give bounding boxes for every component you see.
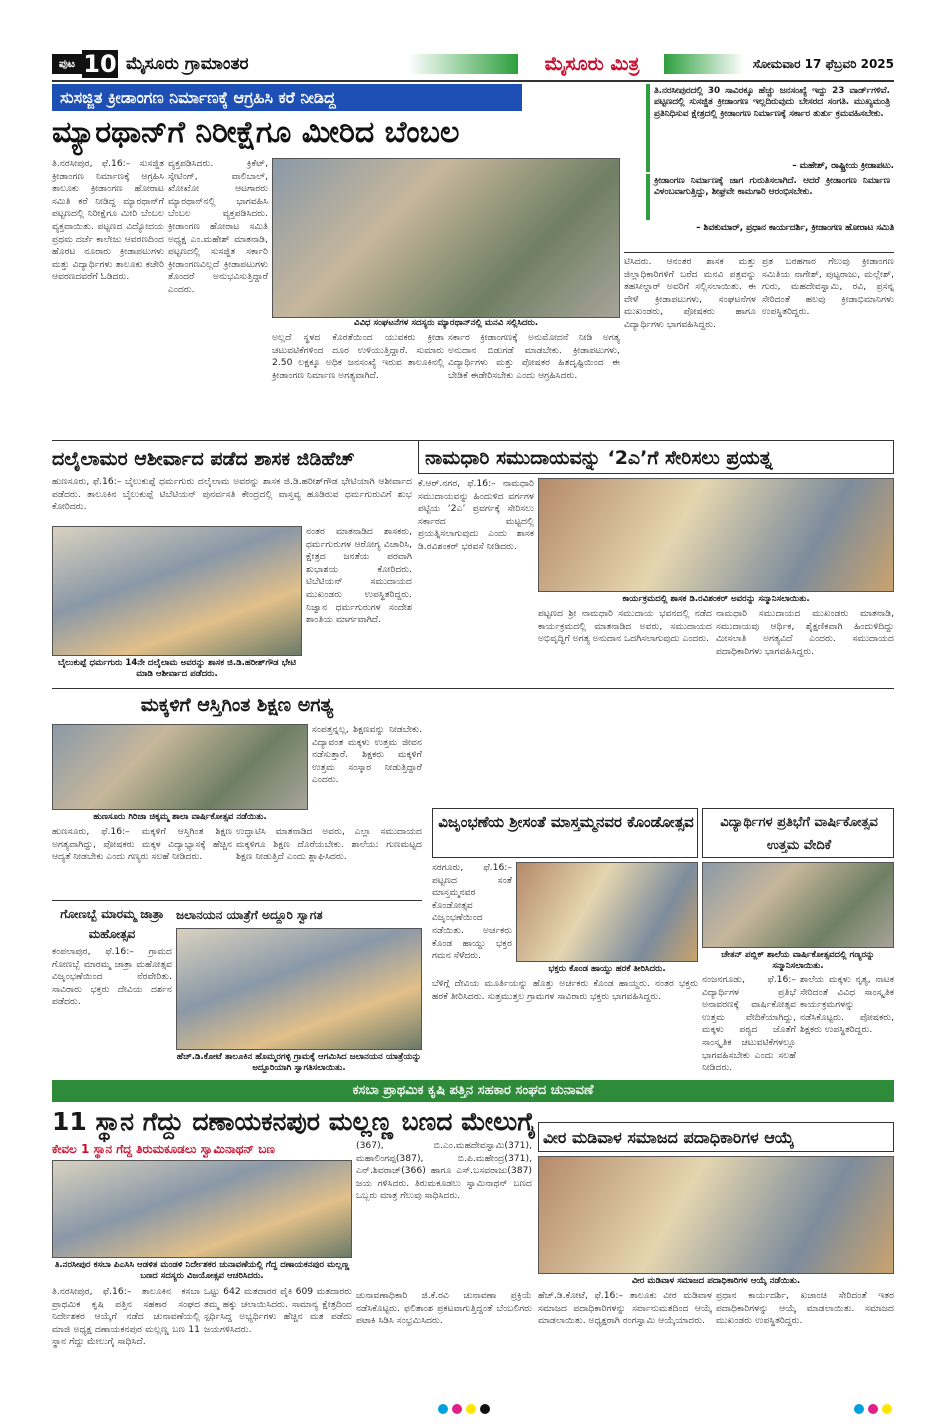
election-body-col4: ಚುನಾವಣಾಧಿಕಾರಿ ಜಿ.ಕೆ.ರವಿ ಚುನಾವಣಾ ಪ್ರಕ್ರಿಯೆ ನಡೆಸಿಕೊಟ್ಟರು. ಫಲಿತಾಂಶ ಪ್ರಕಟವಾಗುತ್ತಿದ್ದಂತೆ ಬೆಂಬಲಿಗರು ಪಟಾಕಿ ಸಿಡಿಸಿ ಸಂಭ್ರಮಿಸಿದರು.: [356, 1290, 532, 1327]
paper-name: ಮೈಸೂರು ಮಿತ್ರ: [544, 53, 640, 75]
marathon-right-col2: ಪ್ರತ ಬರಹಗಾರ ಗೆಲುವು ಕ್ರೀಡಾಂಗಣ ಸಮಿತಿಯ ನಾಗೇಶ್, ಪುಟ್ಟರಾಜು, ಮಲ್ಲೇಶ್, ಗುರು, ಮಹದೇವಸ್ವಾಮಿ, ರವಿ, ಪ್ರಸನ್ನ ಸೇರಿದಂತೆ ಹಲವು ಕ್ರೀಡಾಭಿಮಾನಿಗಳು ಉಪಸ್ಥಿತರಿದ್ದರು.: [762, 256, 894, 318]
page-label: ಪುಟ: [52, 54, 82, 74]
registration-mark-yellow-right: [882, 1404, 892, 1414]
election-body-col2: ಒಟ್ಟು 642 ಮತದಾರರ ಪೈಕಿ 609 ಮತದಾರರು ತಮ್ಮ ಹಕ್ಕು ಚಲಾಯಿಸಿದರು. ಸಾಮಾನ್ಯ ಕ್ಷೇತ್ರದಿಂದ ಸ್ಪರ್ಧಿಸಿದ್ದ ಅಭ್ಯರ್ಥಿಗಳು ಹೆಚ್ಚಿನ ಮತ ಪಡೆದು ಜಯಗಳಿಸಿದರು.: [204, 1286, 352, 1335]
firewalk-headline-box: [432, 808, 698, 858]
namadhari-col-b: ನಾಮಧಾರಿ ಸಮುದಾಯದ ಮುಖಂಡರು ಮಾತನಾಡಿ, ಸಮುದಾಯವು ಆರ್ಥಿಕ, ಶೈಕ್ಷಣಿಕವಾಗಿ ಹಿಂದುಳಿದಿದ್ದು ಮೀಸಲಾತಿ ಅಗತ್ಯವಿದೆ ಎಂದರು. ಸಮುದಾಯದ ಪದಾಧಿಕಾರಿಗಳು ಭಾಗವಹಿಸಿದ್ದರು.: [716, 608, 894, 657]
quote-1-byline: – ಮಹೇಶ್, ರಾಷ್ಟ್ರೀಯ ಕ್ರೀಡಾಪಟು.: [792, 161, 894, 171]
marathon-below-col1: ಅಲ್ಲದೆ ಸ್ಥಳದ ಕೊರತೆಯಿಂದ ಯುವಕರು ಕ್ರೀಡಾ ಚಟುವಟಿಕೆಗಳಿಂದ ದೂರ ಉಳಿಯುತ್ತಿದ್ದಾರೆ. ಸುಮಾರು 2.50 ಲಕ್ಷಕ್ಕೂ ಅಧಿಕ ಜನಸಂಖ್ಯೆ ಇರುವ ತಾಲೂಕಿನಲ್ಲಿ ಕ್ರೀಡಾಂಗಣ ನಿರ್ಮಾಣ ಅಗತ್ಯವಾಗಿದೆ.: [272, 332, 444, 381]
registration-mark-magenta: [452, 1404, 462, 1414]
dalai-photo: [52, 526, 302, 656]
education-headline: ಮಕ್ಕಳಿಗೆ ಆಸ್ತಿಗಿಂತ ಶಿಕ್ಷಣ ಅಗತ್ಯ: [140, 694, 334, 716]
education-body: ಹುಣಸೂರು, ಫೆ.16:– ಮಕ್ಕಳಿಗೆ ಆಸ್ತಿಗಿಂತ ಶಿಕ್ಷಣ ಅಗತ್ಯವಾಗಿದ್ದು, ಪೋಷಕರು ಮಕ್ಕಳ ವಿದ್ಯಾಭ್ಯಾಸಕ್ಕೆ ಹೆಚ್ಚಿನ ಆದ್ಯತೆ ನೀಡಬೇಕು ಎಂದು ಗಣ್ಯರು ಸಲಹೆ ನೀಡಿದರು.: [52, 826, 232, 863]
dalai-photo-caption: ಬೈಲುಕುಪ್ಪೆ ಧರ್ಮಗುರು 14ನೇ ದಲೈಲಾಮ ಅವರನ್ನು ಶಾಸಕ ಜಿ.ಡಿ.ಹರೀಶ್‌ಗೌಡ ಭೇಟಿ ಮಾಡಿ ಆಶೀರ್ವಾದ ಪಡೆದರು.: [58, 658, 296, 679]
firewalk-headline: ವಿಜೃಂಭಣೆಯ ಶ್ರೀಸಂತೆ ಮಾಸ್ತಮ್ಮನವರ ಕೊಂಡೋತ್ಸವ: [438, 813, 694, 831]
election-banner: ಕಸಬಾ ಪ್ರಾಥಮಿಕ ಕೃಷಿ ಪತ್ತಿನ ಸಹಕಾರ ಸಂಘದ ಚುನಾವಣೆ: [52, 1080, 894, 1102]
namadhari-photo: [538, 478, 894, 592]
marathon-below-col2: ಸರ್ಕಾರ ಕ್ರೀಡಾಂಗಣಕ್ಕೆ ಅನುಮೋದನೆ ನೀಡಿ ಅಗತ್ಯ ಅನುದಾನ ಬಿಡುಗಡೆ ಮಾಡಬೇಕು. ಕ್ರೀಡಾಪಟುಗಳು, ವಿದ್ಯಾರ್ಥಿಗಳು ಮತ್ತು ಪೋಷಕರ ಹಿತದೃಷ್ಟಿಯಿಂದ ಈ ಬೇಡಿಕೆ ಈಡೇರಿಸಬೇಕು ಎಂದು ಆಗ್ರಹಿಸಿದರು.: [448, 332, 620, 381]
firewalk-body-2: ಬೆಳಿಗ್ಗೆ ದೇವಿಯ ಮೂರ್ತಿಯನ್ನು ಹೊತ್ತು ಅರ್ಚಕರು ಕೊಂಡ ಹಾಯ್ದರು. ನಂತರ ಭಕ್ತರು ಹರಕೆ ತೀರಿಸಿದರು. ಸುತ್ತಮುತ್ತಲ ಗ್ರಾಮಗಳ ಸಾವಿರಾರು ಭಕ್ತರು ಭಾಗವಹಿಸಿದ್ದರು.: [432, 978, 698, 1002]
annualday-body-2: ಶಾಲೆಯ ಮಕ್ಕಳು ನೃತ್ಯ, ನಾಟಕ ಸೇರಿದಂತೆ ವಿವಿಧ ಸಾಂಸ್ಕೃತಿಕ ಕಾರ್ಯಕ್ರಮಗಳನ್ನು ನಡೆಸಿಕೊಟ್ಟರು. ಪೋಷಕರು, ಶಿಕ್ಷಕರು ಉಪಸ್ಥಿತರಿದ್ದರು.: [800, 974, 894, 1036]
jatra-body: ಕಂಪಲಾಪುರ, ಫೆ.16:– ಗ್ರಾಮದ ಗೋಣಬ್ಬೆ ಮಾರಮ್ಮ ಜಾತ್ರಾ ಮಹೋತ್ಸವ ವಿಜೃಂಭಣೆಯಿಂದ ನೆರವೇರಿತು. ಸಾವಿರಾರು ಭಕ್ತರು ದೇವಿಯ ದರ್ಶನ ಪಡೆದರು.: [52, 946, 172, 1008]
annualday-body: ನಂಜನಗೂಡು, ಫೆ.16:– ವಿದ್ಯಾರ್ಥಿಗಳ ಪ್ರತಿಭೆ ಅನಾವರಣಕ್ಕೆ ವಾರ್ಷಿಕೋತ್ಸವ ಉತ್ತಮ ವೇದಿಕೆಯಾಗಿದ್ದು, ಮಕ್ಕಳು ಪಠ್ಯದ ಜೊತೆಗೆ ಸಾಂಸ್ಕೃತಿಕ ಚಟುವಟಿಕೆಗಳಲ್ಲೂ ಭಾಗವಹಿಸಬೇಕು ಎಂದು ಸಲಹೆ ನೀಡಿದರು.: [702, 974, 796, 1074]
annualday-photo-caption: ಚೇತನ್ ಪಬ್ಲಿಕ್ ಶಾಲೆಯ ವಾರ್ಷಿಕೋತ್ಸವದಲ್ಲಿ ಗಣ್ಯರನ್ನು ಸನ್ಮಾನಿಸಲಾಯಿತು.: [721, 950, 875, 971]
annualday-headline-box: [702, 808, 894, 858]
election-headline: 11 ಸ್ಥಾನ ಗೆದ್ದು ದಣಾಯಕನಪುರ ಮಲ್ಲಣ್ಣ ಬಣದ ಮೇಲುಗೈ: [52, 1107, 536, 1136]
firewalk-body: ಸರಗೂರು, ಫೆ.16:– ಪಟ್ಟಣದ ಸಂತೆ ಮಾಸ್ತಮ್ಮನವರ ಕೊಂಡೋತ್ಸವ ವಿಜೃಂಭಣೆಯಿಂದ ನಡೆಯಿತು. ಅರ್ಚಕರು ಕೊಂಡ ಹಾಯ್ದು ಭಕ್ತರ ಗಮನ ಸೆಳೆದರು.: [432, 862, 512, 962]
madivala-photo-caption: ವೀರ ಮಡಿವಾಳ ಸಮಾಜದ ಪದಾಧಿಕಾರಿಗಳ ಆಯ್ಕೆ ನಡೆಯಿತು.: [631, 1276, 801, 1286]
quote-2-byline: – ಶಿವಕುಮಾರ್, ಪ್ರಧಾನ ಕಾರ್ಯದರ್ಶಿ, ಕ್ರೀಡಾಂಗಣ ಹೋರಾಟ ಸಮಿತಿ: [696, 223, 894, 233]
education-photo: [52, 724, 308, 810]
jatra-headline: ಗೋಣಬ್ಬೆ ಮಾರಮ್ಮ ಜಾತ್ರಾ ಮಹೋತ್ಸವ: [60, 907, 164, 941]
dalai-body-top: ಹುಣಸೂರು, ಫೆ.16:– ಬೈಲುಕುಪ್ಪೆ ಧರ್ಮಗುರು ದಲೈಲಾಮ ಅವರನ್ನು ಶಾಸಕ ಜಿ.ಡಿ.ಹರೀಶ್‌ಗೌಡ ಭೇಟಿಯಾಗಿ ಆಶೀರ್ವಾದ ಪಡೆದರು. ತಾಲೂಕಿನ ಬೈಲುಕುಪ್ಪೆ ಟಿಬೆಟಿಯನ್ ಪುನರ್ವಸತಿ ಕೇಂದ್ರದಲ್ಲಿ ವಾಸ್ತವ್ಯ ಹೂಡಿರುವ ಧರ್ಮಗುರುವಿಗೆ ಶುಭ ಕೋರಿದರು.: [52, 476, 412, 513]
masthead-rule: [52, 80, 894, 82]
madivala-body-col2: ಪ್ರಧಾನ ಕಾರ್ಯದರ್ಶಿ, ಖಜಾಂಚಿ ಸೇರಿದಂತೆ ಇತರ ಪದಾಧಿಕಾರಿಗಳನ್ನು ಆಯ್ಕೆ ಮಾಡಲಾಯಿತು. ಸಮಾಜದ ಮುಖಂಡರು ಉಪಸ್ಥಿತರಿದ್ದರು.: [716, 1290, 894, 1327]
marathon-kicker: ಸುಸಜ್ಜಿತ ಕ್ರೀಡಾಂಗಣ ನಿರ್ಮಾಣಕ್ಕೆ ಆಗ್ರಹಿಸಿ ಕರೆ ನೀಡಿದ್ದ: [52, 84, 522, 111]
madivala-headline-box: [538, 1122, 894, 1152]
education-body-side: ಸಂಪತ್ತನ್ನಲ್ಲ, ಶಿಕ್ಷಣವನ್ನು ನೀಡಬೇಕು. ವಿದ್ಯಾವಂತ ಮಕ್ಕಳು ಉತ್ತಮ ಜೀವನ ನಡೆಸುತ್ತಾರೆ. ಶಿಕ್ಷಕರು ಮಕ್ಕಳಿಗೆ ಉತ್ತಮ ಸಂಸ್ಕಾರ ನೀಡುತ್ತಿದ್ದಾರೆ ಎಂದರು.: [312, 724, 422, 786]
rule-2: [52, 688, 894, 689]
annualday-photo: [702, 862, 894, 948]
registration-mark-cyan-right: [854, 1404, 864, 1414]
jalanayana-headline: ಜಲಾನಯನ ಯಾತ್ರೆಗೆ ಅದ್ದೂರಿ ಸ್ವಾಗತ: [176, 908, 323, 922]
education-body-2: ಉದ್ಘಾಟಿಸಿ ಮಾತನಾಡಿದ ಅವರು, ಎಲ್ಲಾ ಸಮುದಾಯದ ಮಕ್ಕಳಿಗೂ ಶಿಕ್ಷಣ ದೊರೆಯಬೇಕು. ಶಾಲೆಯು ಗುಣಮಟ್ಟದ ಶಿಕ್ಷಣ ನೀಡುತ್ತಿದೆ ಎಂದು ಶ್ಲಾಘಿಸಿದರು.: [236, 826, 422, 863]
election-body-col1: ತಿ.ನರಸೀಪುರ, ಫೆ.16:– ತಾಲೂಕಿನ ಕಸಬಾ ಪ್ರಾಥಮಿಕ ಕೃಷಿ ಪತ್ತಿನ ಸಹಕಾರ ಸಂಘದ ನಿರ್ದೇಶಕರ ಆಯ್ಕೆಗೆ ನಡೆದ ಚುನಾವಣೆಯಲ್ಲಿ ಮಾಜಿ ಅಧ್ಯಕ್ಷ ದಣಾಯಕನಪುರ ಮಲ್ಲಣ್ಣ ಬಣ 11 ಸ್ಥಾನ ಗೆದ್ದು ಮೇಲುಗೈ ಸಾಧಿಸಿದೆ.: [52, 1286, 200, 1348]
annualday-headline: ವಿದ್ಯಾರ್ಥಿಗಳ ಪ್ರತಿಭೆಗೆ ವಾರ್ಷಿಕೋತ್ಸವ ಉತ್ತಮ ವೇದಿಕೆ: [720, 815, 878, 853]
marathon-photo: [272, 158, 620, 318]
quote-rule: [624, 252, 894, 253]
registration-mark-yellow: [466, 1404, 476, 1414]
dalai-body-side: ನಂತರ ಮಾತನಾಡಿದ ಶಾಸಕರು, ಧರ್ಮಗುರುಗಳ ಆರೋಗ್ಯ ವಿಚಾರಿಸಿ, ಕ್ಷೇತ್ರದ ಜನತೆಯ ಪರವಾಗಿ ಶುಭಾಶಯ ಕೋರಿದರು. ಟಿಬೆಟಿಯನ್ ಸಮುದಾಯದ ಮುಖಂಡರು ಉಪಸ್ಥಿತರಿದ್ದರು. ನಿಜ್ವಾನ ಧರ್ಮಗುರುಗಳ ಸಂದೇಶ ಶಾಂತಿಯ ಮಾರ್ಗವಾಗಿದೆ.: [306, 526, 412, 626]
marathon-photo-caption: ವಿವಿಧ ಸಂಘಟನೆಗಳ ಸದಸ್ಯರು ಮ್ಯಾರಥಾನ್‌ನಲ್ಲಿ ಮನವಿ ಸಲ್ಲಿಸಿದರು.: [353, 318, 539, 328]
election-photo: [52, 1160, 352, 1258]
issue-date: ಸೋಮವಾರ 17 ಫೆಬ್ರವರಿ 2025: [752, 57, 894, 71]
marathon-body-col2: ವ್ಯಕ್ತಪಡಿಸಿದರು. ಕ್ರಿಕೆಟ್, ಸ್ಕೇಟಿಂಗ್, ವಾಲಿಬಾಲ್, ಖೋಖೋ ಆಟಗಾರರು ಮ್ಯಾರಥಾನ್‌ನಲ್ಲಿ ಭಾಗವಹಿಸಿ ಬೆಂಬಲ ವ್ಯಕ್ತಪಡಿಸಿದರು. ಕ್ರೀಡಾಂಗಣ ಹೋರಾಟ ಸಮಿತಿ ಅಧ್ಯಕ್ಷ ಎಂ.ಮಹೇಶ್ ಮಾತನಾಡಿ, ಪಟ್ಟಣದಲ್ಲಿ ಸುಸಜ್ಜಿತ ಸರ್ಕಾರಿ ಕ್ರೀಡಾಂಗಣವಿಲ್ಲದೆ ಕ್ರೀಡಾಪಟುಗಳು ತೊಂದರೆ ಅನುಭವಿಸುತ್ತಿದ್ದಾರೆ ಎಂದರು.: [168, 158, 268, 295]
quote-1-text: ತಿ.ನರಸೀಪುರದಲ್ಲಿ 30 ಸಾವಿರಕ್ಕೂ ಹೆಚ್ಚು ಜನಸಂಖ್ಯೆ ಇದ್ದು 23 ವಾರ್ಡ್‌ಗಳಿವೆ. ಪಟ್ಟಣದಲ್ಲಿ ಸುಸಜ್ಜಿತ ಕ್ರೀಡಾಂಗಣ ಇಲ್ಲದಿರುವುದು ಬೇಸರದ ಸಂಗತಿ. ಮುಖ್ಯಮಂತ್ರಿ ಪ್ರತಿನಿಧಿಸುವ ಕ್ಷೇತ್ರದಲ್ಲಿ ಕ್ರೀಡಾಂಗಣ ನಿರ್ಮಾಣಕ್ಕೆ ಸರ್ಕಾರ ತುರ್ತು ಕ್ರಮವಹಿಸಬೇಕು.: [654, 86, 890, 119]
quote-box-1: [646, 84, 894, 172]
registration-mark-cyan: [438, 1404, 448, 1414]
election-body-col3: (367), ಬಿ.ಎಂ.ಮಹದೇವಸ್ವಾಮಿ(371), ಮಹಾಲಿಂಗಪ್ಪ(387), ಬಿ.ಪಿ.ಮಹೇಂದ್ರ(371), ಎನ್.ಶಿವರಾಜ್(366) ಹಾಗೂ ಎಸ್.ಬಸವರಾಜು(387) ಜಯ ಗಳಿಸಿದರು. ತಿರುಮಕೂಡಲು ಸ್ವಾಮಿನಾಥನ್ ಬಣದ ಒಬ್ಬರು ಮಾತ್ರ ಗೆಲುವು ಸಾಧಿಸಿದರು.: [356, 1140, 532, 1202]
marathon-body-col1: ತಿ.ನರಸೀಪುರ, ಫೆ.16:– ಸುಸಜ್ಜಿತ ಕ್ರೀಡಾಂಗಣ ನಿರ್ಮಾಣಕ್ಕೆ ಆಗ್ರಹಿಸಿ ತಾಲೂಕು ಕ್ರೀಡಾಂಗಣ ಹೋರಾಟ ಸಮಿತಿ ಕರೆ ನೀಡಿದ್ದ ಮ್ಯಾರಥಾನ್‌ಗೆ ಪಟ್ಟಣದಲ್ಲಿ ನಿರೀಕ್ಷೆಗೂ ಮೀರಿ ಬೆಂಬಲ ವ್ಯಕ್ತವಾಯಿತು. ಪಟ್ಟಣದ ವಿದ್ಯೋದಯ ಪ್ರಥಮ ದರ್ಜೆ ಕಾಲೇಜು ಆವರಣದಿಂದ ಹೊರಟ ನೂರಾರು ಕ್ರೀಡಾಪಟುಗಳು ಮತ್ತು ವಿದ್ಯಾರ್ಥಿಗಳು ತಾಲೂಕು ಕಚೇರಿ ಆವರಣದವರೆಗೆ ಓಡಿದರು.: [52, 158, 164, 283]
madivala-headline: ವೀರ ಮಡಿವಾಳ ಸಮಾಜದ ಪದಾಧಿಕಾರಿಗಳ ಆಯ್ಕೆ: [543, 1128, 795, 1147]
rule-3: [52, 900, 422, 901]
jalanayana-photo-caption: ಹೆಚ್.ಡಿ.ಕೋಟೆ ತಾಲೂಕಿನ ಹೊಮ್ಮರಗಳ್ಳಿ ಗ್ರಾಮಕ್ಕೆ ಆಗಮಿಸಿದ ಜಲಾನಯನ ಯಾತ್ರೆಯನ್ನು ಅದ್ದೂರಿಯಾಗಿ ಸ್ವಾಗತಿಸಲಾಯಿತು.: [176, 1052, 422, 1073]
dalai-headline: ದಲೈಲಾಮರ ಆಶೀರ್ವಾದ ಪಡೆದ ಶಾಸಕ ಜಿಡಿಹೆಚ್: [52, 448, 355, 470]
quote-2-text: ಕ್ರೀಡಾಂಗಣ ನಿರ್ಮಾಣಕ್ಕೆ ಜಾಗ ಗುರುತಿಸಲಾಗಿದೆ. ಆದರೆ ಕ್ರೀಡಾಂಗಣ ನಿರ್ಮಾಣ ವಿಳಂಬವಾಗುತ್ತಿದ್ದು, ಶೀಘ್ರವೇ ಕಾಮಗಾರಿ ಆರಂಭಿಸಬೇಕು.: [654, 176, 890, 198]
page-number: 10: [83, 50, 117, 78]
section-title: ಮೈಸೂರು ಗ್ರಾಮಾಂತರ: [126, 54, 249, 74]
registration-mark-black: [480, 1404, 490, 1414]
namadhari-photo-caption: ಕಾರ್ಯಕ್ರಮದಲ್ಲಿ ಶಾಸಕ ಡಿ.ರವಿಶಂಕರ್ ಅವರನ್ನು ಸನ್ಮಾನಿಸಲಾಯಿತು.: [622, 594, 810, 604]
namadhari-body: ಕೆ.ಆರ್.ನಗರ, ಫೆ.16:– ನಾಮಧಾರಿ ಸಮುದಾಯವನ್ನು ಹಿಂದುಳಿದ ವರ್ಗಗಳ ಪಟ್ಟಿಯ ‘2ಎ’ ಪ್ರವರ್ಗಕ್ಕೆ ಸೇರಿಸಲು ಸರ್ಕಾರದ ಮಟ್ಟದಲ್ಲಿ ಪ್ರಯತ್ನಿಸಲಾಗುವುದು ಎಂದು ಶಾಸಕ ಡಿ.ರವಿಶಂಕರ್ ಭರವಸೆ ನೀಡಿದರು.: [418, 478, 534, 552]
masthead: [52, 50, 894, 78]
marathon-headline: ಮ್ಯಾರಥಾನ್‌ಗೆ ನಿರೀಕ್ಷೆಗೂ ಮೀರಿದ ಬೆಂಬಲ: [52, 115, 460, 150]
election-photo-caption: ತಿ.ನರಸೀಪುರ ಕಸಬಾ ಪಿಎಸಿಸಿ ಆಡಳಿತ ಮಂಡಳಿ ನಿರ್ದೇಶಕರ ಚುನಾವಣೆಯಲ್ಲಿ ಗೆದ್ದ ದಣಾಯಕನಪುರ ಮಲ್ಲಣ್ಣ ಬಣದ ಸದಸ್ಯರು ವಿಜಯೋತ್ಸವ ಆಚರಿಸಿದರು.: [54, 1260, 350, 1281]
quote-box-2: [646, 174, 894, 220]
madivala-photo: [538, 1156, 894, 1274]
firewalk-photo: [516, 862, 698, 962]
jalanayana-photo: [176, 928, 422, 1050]
masthead-green-band: [408, 54, 518, 74]
madivala-body-col1: ಹೆಚ್.ಡಿ.ಕೋಟೆ, ಫೆ.16:– ತಾಲೂಕು ವೀರ ಮಡಿವಾಳ ಸಮಾಜದ ಪದಾಧಿಕಾರಿಗಳನ್ನು ಸರ್ವಾನುಮತದಿಂದ ಆಯ್ಕೆ ಮಾಡಲಾಯಿತು. ಅಧ್ಯಕ್ಷರಾಗಿ ರಂಗಸ್ವಾಮಿ ಆಯ್ಕೆಯಾದರು.: [538, 1290, 712, 1327]
election-subhead: ಕೇವಲ 1 ಸ್ಥಾನ ಗೆದ್ದ ತಿರುಮಕೂಡಲು ಸ್ವಾಮಿನಾಥನ್ ಬಣ: [52, 1142, 275, 1156]
namadhari-headline-box: [418, 440, 894, 474]
marathon-right-col1: ಟಿಸಿದರು. ಆನಂತರ ಶಾಸಕ ಮತ್ತು ಜಿಲ್ಲಾಧಿಕಾರಿಗಳಿಗೆ ಬರೆದ ಮನವಿ ಪತ್ರವನ್ನು ತಹಸೀಲ್ದಾರ್ ಅವರಿಗೆ ಸಲ್ಲಿಸಲಾಯಿತು. ಈ ವೇಳೆ ಕ್ರೀಡಾಪಟುಗಳು, ಸಂಘಟನೆಗಳ ಮುಖಂಡರು, ಪೋಷಕರು ಹಾಗೂ ವಿದ್ಯಾರ್ಥಿಗಳು ಭಾಗವಹಿಸಿದ್ದರು.: [624, 256, 756, 330]
registration-mark-magenta-right: [868, 1404, 878, 1414]
namadhari-col-a: ಪಟ್ಟಣದ ಶ್ರೀ ನಾಮಧಾರಿ ಸಮುದಾಯ ಭವನದಲ್ಲಿ ನಡೆದ ಕಾರ್ಯಕ್ರಮದಲ್ಲಿ ಮಾತನಾಡಿದ ಅವರು, ಸಮುದಾಯದ ಅಭಿವೃದ್ಧಿಗೆ ಅಗತ್ಯ ಅನುದಾನ ಒದಗಿಸಲಾಗುವುದು ಎಂದರು.: [538, 608, 712, 645]
namadhari-headline: ನಾಮಧಾರಿ ಸಮುದಾಯವನ್ನು ‘2ಎ’ಗೆ ಸೇರಿಸಲು ಪ್ರಯತ್ನ: [425, 447, 773, 469]
education-photo-caption: ಹುಣಸೂರು ಗಿರಿಜಾ ಚಿಕ್ಕಮ್ಮ ಶಾಲಾ ವಾರ್ಷಿಕೋತ್ಸವ ನಡೆಯಿತು.: [93, 812, 267, 822]
firewalk-photo-caption: ಭಕ್ತರು ಕೊಂಡ ಹಾಯ್ದು ಹರಕೆ ತೀರಿಸಿದರು.: [548, 964, 666, 974]
